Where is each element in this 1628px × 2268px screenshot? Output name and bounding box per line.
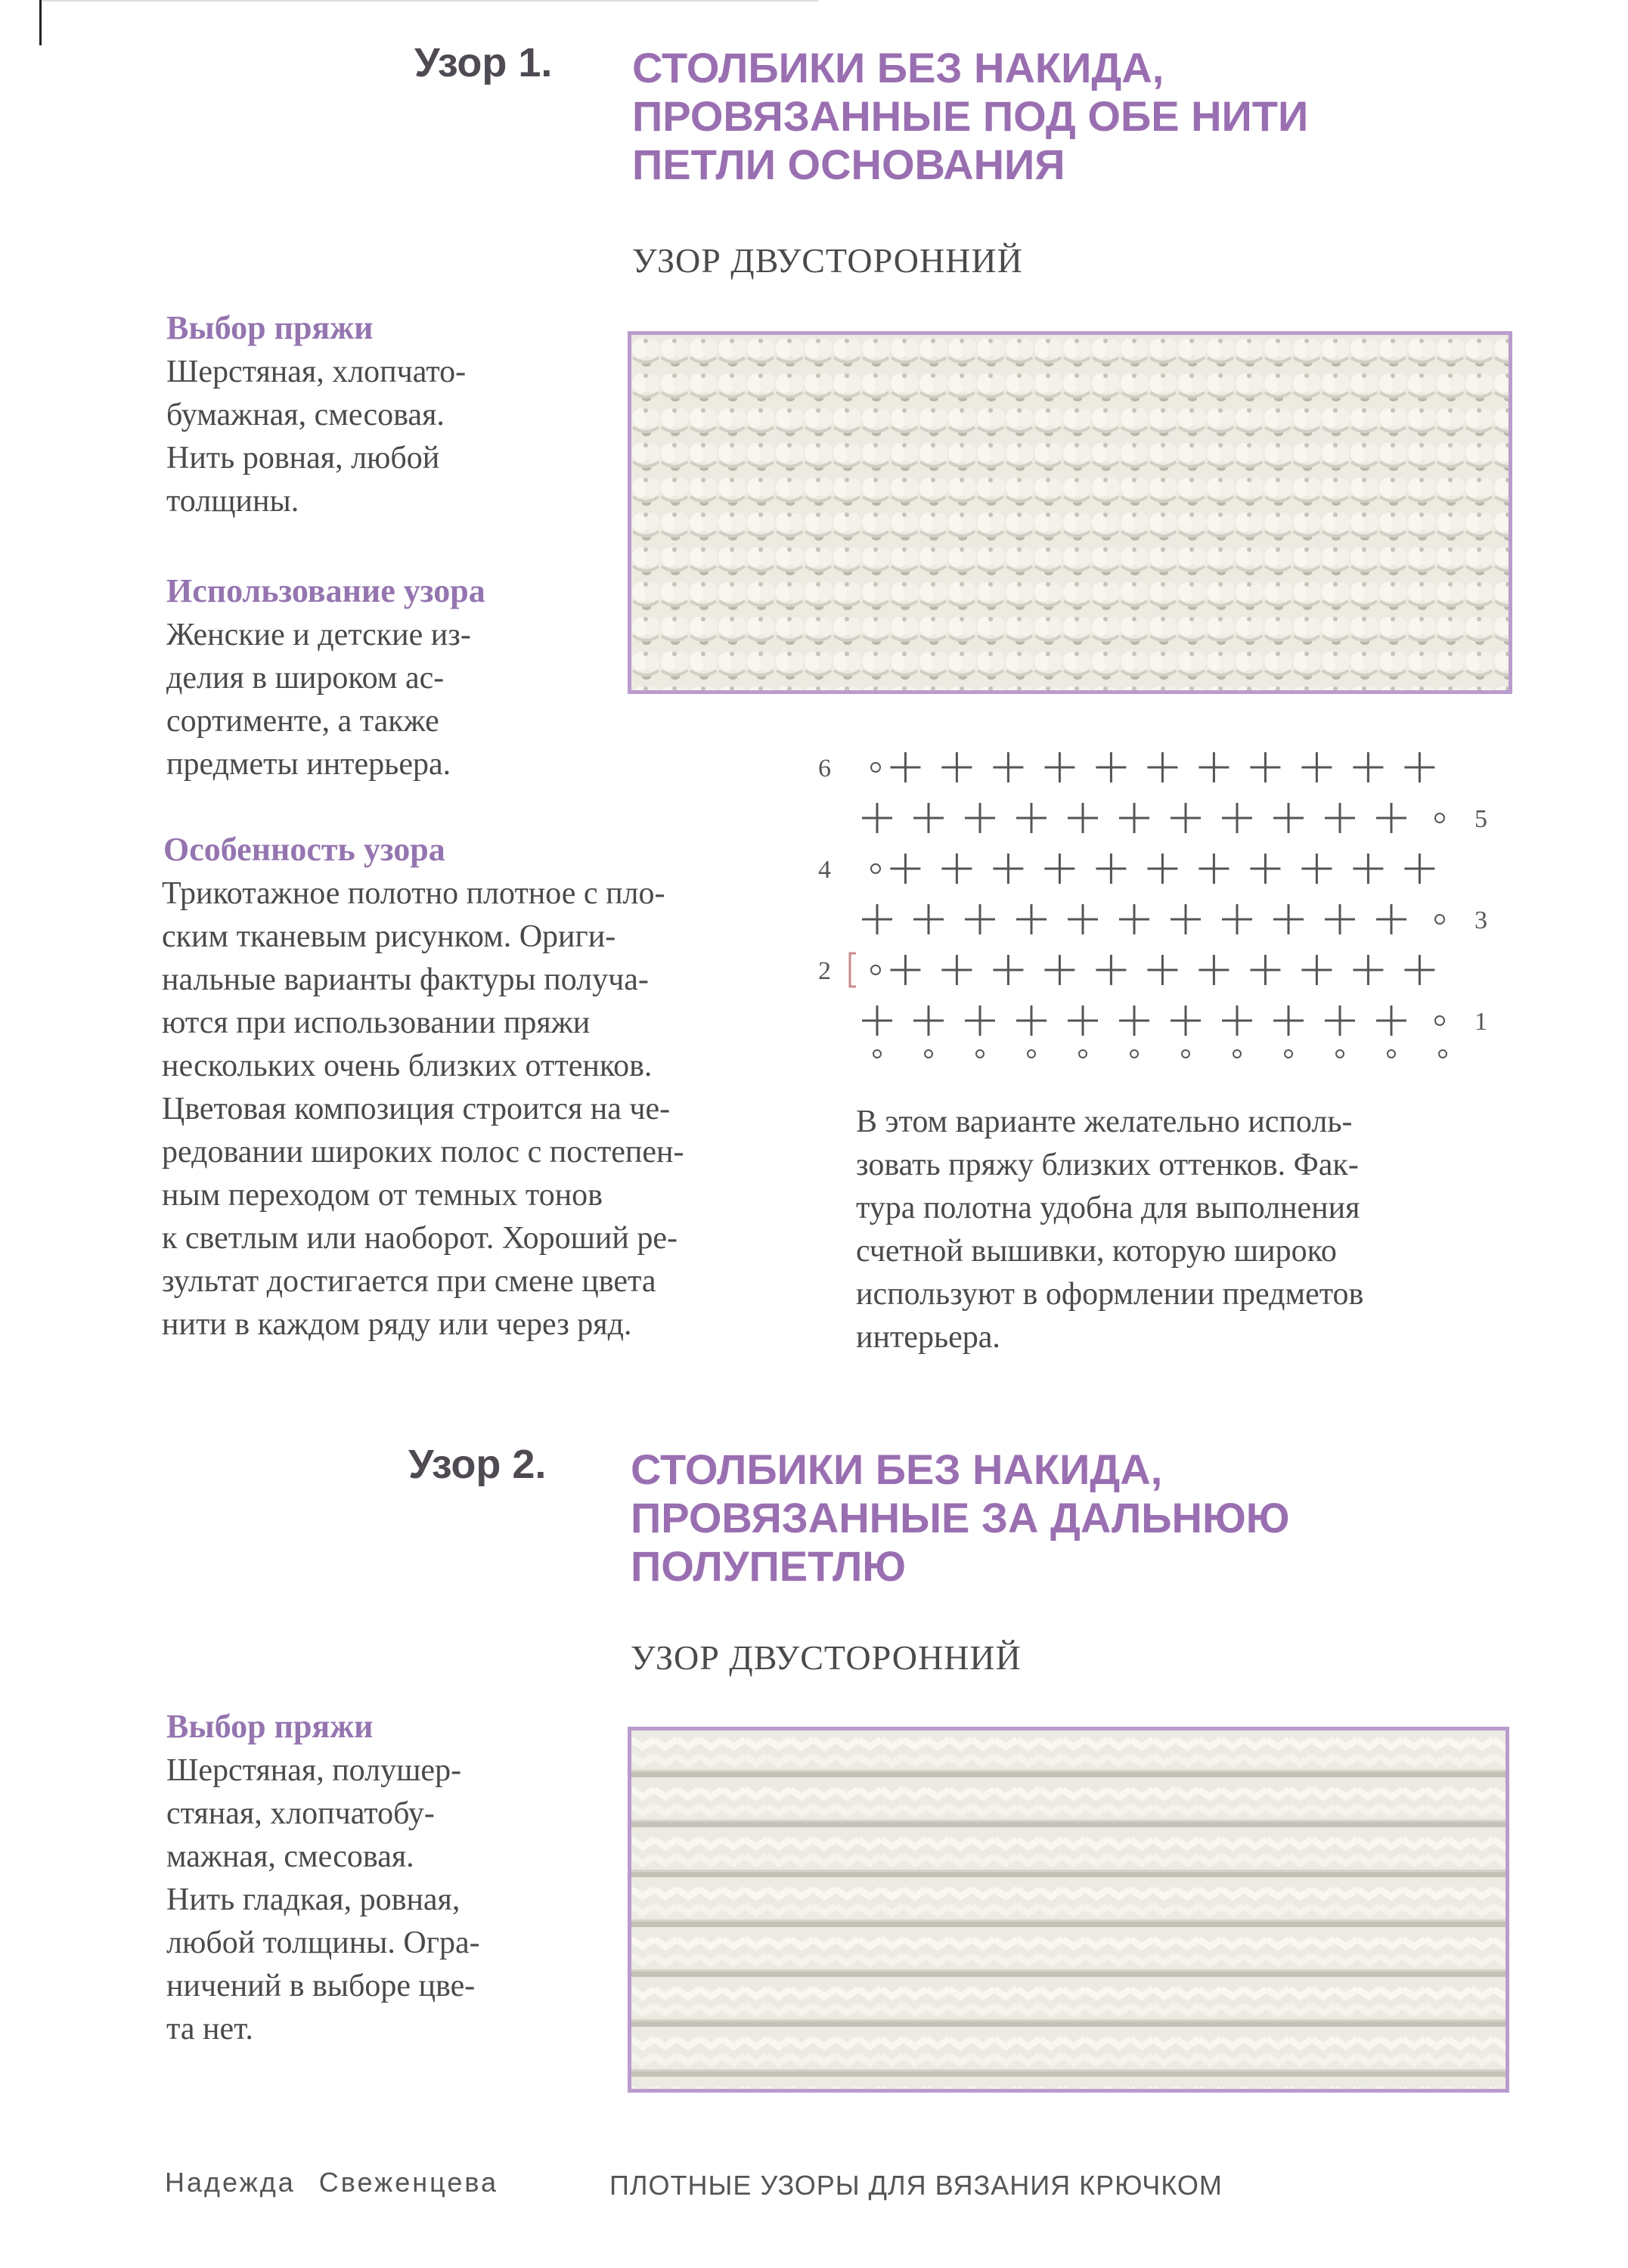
pattern2-title-line: ПОЛУПЕТЛЮ [631, 1542, 906, 1590]
page-edge-top [39, 0, 818, 2]
text-line: Цветовая композиция строится на че- [162, 1092, 671, 1126]
text-line: Женские и детские из- [166, 618, 471, 652]
pattern1-yarn-heading: Выбор пряжи [166, 309, 374, 346]
pattern2-title-line: ПРОВЯЗАННЫЕ ЗА ДАЛЬНЮЮ [631, 1494, 1290, 1541]
text-line: счетной вышивки, которую широко [856, 1234, 1337, 1269]
pattern2-label: Узор 2. [408, 1442, 547, 1487]
pattern1-title-line: СТОЛБИКИ БЕЗ НАКИДА, [632, 44, 1164, 91]
turning-chain [871, 763, 880, 772]
page-edge-line [39, 0, 42, 45]
chain-stitch [1079, 1050, 1087, 1058]
row-number: 5 [1475, 805, 1487, 833]
pattern1-title-line: ПЕТЛИ ОСНОВАНИЯ [632, 141, 1065, 188]
knit-texture-2 [631, 1730, 1506, 2089]
text-line: толщины. [166, 484, 299, 519]
chain-stitch [1388, 1050, 1395, 1058]
text-line: та нет. [166, 2012, 253, 2046]
text-line: Нить гладкая, ровная, [166, 1882, 460, 1917]
turning-chain [1435, 1016, 1444, 1025]
text-line: ются при использовании пряжи [162, 1005, 591, 1040]
pattern2-title [631, 1445, 1289, 1591]
text-line: используют в оформлении предметов [856, 1277, 1364, 1312]
chain-stitch [925, 1050, 932, 1058]
text-line: любой толщины. Огра- [166, 1926, 480, 1960]
pattern2-swatch-photo [628, 1727, 1509, 2093]
text-line: тура полотна удобна для выполнения [856, 1191, 1360, 1225]
chain-stitch [1336, 1050, 1344, 1058]
text-line: бумажная, смесовая. [166, 398, 445, 432]
chain-stitch [1439, 1050, 1447, 1058]
row-bracket [850, 953, 856, 987]
pattern1-title-line: ПРОВЯЗАННЫЕ ПОД ОБЕ НИТИ [632, 92, 1309, 140]
turning-chain [871, 965, 880, 974]
chain-stitch [1028, 1050, 1035, 1058]
text-line: нити в каждом ряду или через ряд. [162, 1307, 632, 1342]
row-number: 1 [1475, 1008, 1487, 1036]
text-line: Шерстяная, полушер- [166, 1753, 462, 1788]
text-line: ским тканевым рисунком. Ориги- [162, 919, 616, 954]
row-number: 2 [818, 957, 831, 985]
stitch-chart [809, 733, 1505, 1074]
chain-stitch [873, 1050, 881, 1058]
text-line: стяная, хлопчатобу- [166, 1796, 435, 1831]
text-line: Шерстяная, хлопчато- [166, 355, 467, 389]
chain-stitch [1233, 1050, 1241, 1058]
pattern2-title-line: СТОЛБИКИ БЕЗ НАКИДА, [631, 1445, 1163, 1493]
pattern1-feature-text [162, 872, 684, 1346]
text-line: Трикотажное полотно плотное с пло- [162, 876, 665, 911]
chain-stitch [1130, 1050, 1138, 1058]
text-line: нескольких очень близких оттенков. [162, 1049, 653, 1083]
pattern1-label: Узор 1. [414, 40, 553, 85]
footer-book-title: ПЛОТНЫЕ УЗОРЫ ДЛЯ ВЯЗАНИЯ КРЮЧКОМ [609, 2170, 1223, 2201]
text-line: интерьера. [856, 1320, 1000, 1355]
chain-stitch [976, 1050, 984, 1058]
text-line: нальные варианты фактуры получа- [162, 962, 649, 997]
text-line: редовании широких полос с постепен- [162, 1135, 684, 1170]
text-line: мажная, смесовая. [166, 1839, 414, 1874]
text-line: ничений в выборе цве- [166, 1969, 476, 2003]
pattern1-subtitle: УЗОР ДВУСТОРОННИЙ [632, 241, 1023, 280]
text-line: делия в широком ас- [166, 661, 445, 696]
author-last-name: Свеженцева [318, 2167, 499, 2198]
row-number: 3 [1475, 906, 1487, 934]
pattern1-note-text [856, 1101, 1363, 1359]
text-line: сортименте, а также [166, 704, 439, 739]
pattern1-usage-text [166, 614, 471, 786]
text-line: ным переходом от темных тонов [162, 1178, 603, 1213]
chain-stitch [1285, 1050, 1292, 1058]
pattern2-yarn-text [166, 1749, 480, 2051]
pattern1-usage-heading: Использование узора [166, 572, 485, 609]
row-number: 6 [818, 754, 831, 782]
turning-chain [871, 864, 880, 873]
knit-texture-1 [631, 335, 1509, 690]
text-line: В этом варианте желательно исполь- [856, 1105, 1353, 1139]
row-number: 4 [818, 856, 831, 884]
pattern1-feature-heading: Особенность узора [163, 831, 445, 868]
text-line: зультат достигается при смене цвета [162, 1264, 656, 1299]
pattern1-swatch-photo [628, 331, 1512, 694]
text-line: к светлым или наоборот. Хороший ре- [162, 1221, 678, 1256]
text-line: Нить ровная, любой [166, 441, 440, 476]
text-line: предметы интерьера. [166, 747, 451, 782]
text-line: зовать пряжу близких оттенков. Фак- [856, 1148, 1359, 1182]
pattern2-yarn-heading: Выбор пряжи [166, 1708, 374, 1745]
pattern1-title [632, 44, 1308, 189]
pattern1-yarn-text [166, 351, 466, 523]
turning-chain [1435, 813, 1444, 823]
author-first-name: Надежда [165, 2167, 296, 2198]
footer-author [165, 2167, 498, 2198]
chain-stitch [1182, 1050, 1189, 1058]
turning-chain [1435, 915, 1444, 924]
pattern2-subtitle: УЗОР ДВУСТОРОННИЙ [631, 1638, 1022, 1677]
